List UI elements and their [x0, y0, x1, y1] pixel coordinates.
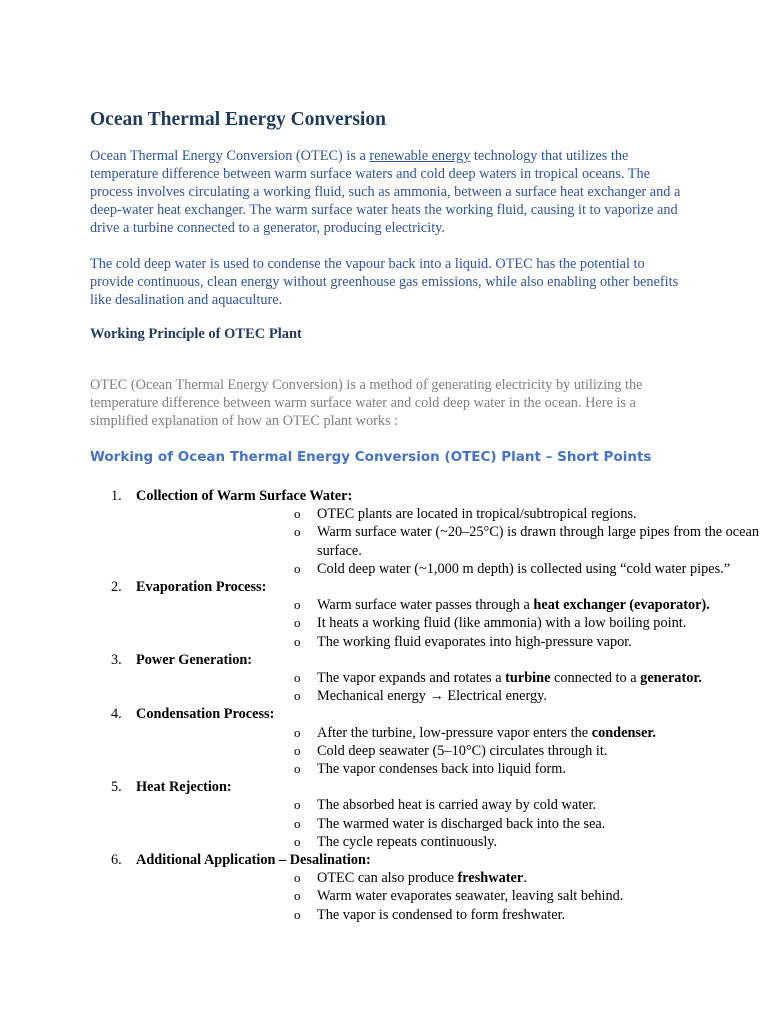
sub-item-bold-term: turbine: [505, 670, 551, 687]
sub-list-item: [136, 742, 768, 760]
bullet-marker: o: [294, 506, 301, 522]
bullet-marker: o: [294, 597, 301, 613]
sub-list-item: [136, 815, 768, 833]
sub-item-text: OTEC plants are located in tropical/subtropical regions.: [317, 506, 637, 523]
bullet-marker: o: [294, 688, 301, 704]
step-number: 2.: [111, 579, 122, 596]
sub-item-text: The vapor expands and rotates a: [317, 670, 506, 687]
sub-item-text: The cycle repeats continuously.: [317, 833, 498, 850]
sub-list-item: [136, 760, 768, 778]
step-item: [0, 851, 768, 924]
sub-list-item: [136, 523, 768, 559]
sub-list-item: [136, 505, 768, 523]
sub-item-text: The warmed water is discharged back into the sea.: [317, 815, 606, 832]
intro-text-end: technology that utilizes the temperature difference between warm surface waters and cold deep waters in tropical oceans. The process involves circulating a working fluid, such as ammonia, between a surface heat exchanger and a deep-water heat exchanger. The warm surface water heats the working fluid, causing it to vaporize and drive a turbine connected to a generator, producing electricity.: [90, 148, 681, 236]
step-sub-list: [136, 596, 768, 651]
step-title: Additional Application – Desalination:: [136, 852, 371, 869]
sub-list-item: [136, 796, 768, 814]
short-points-heading: Working of Ocean Thermal Energy Conversion (OTEC) Plant – Short Points: [90, 449, 652, 465]
step-title: Condensation Process:: [136, 706, 275, 723]
step-sub-list: [136, 869, 768, 924]
sub-list-item: [136, 724, 768, 742]
bullet-marker: o: [294, 615, 301, 631]
step-title: Power Generation:: [136, 651, 253, 668]
bullet-marker: o: [294, 761, 301, 777]
sub-item-bold-term: condenser.: [591, 724, 656, 741]
step-sub-list: [136, 724, 768, 779]
bullet-marker: o: [294, 560, 301, 576]
sub-list-item: [136, 560, 768, 578]
step-number: 6.: [111, 852, 122, 869]
sub-item-text: Cold deep water (~1,000 m depth) is collected using “cold water pipes.”: [317, 560, 731, 577]
sub-item-text: Cold deep seawater (5–10°C) circulates through it.: [317, 742, 608, 759]
step-title: Collection of Warm Surface Water:: [136, 488, 353, 504]
step-number: 5.: [111, 779, 122, 796]
sub-item-text: It heats a working fluid (like ammonia) with a low boiling point.: [317, 615, 687, 632]
bullet-marker: o: [294, 888, 301, 904]
sub-item-text: connected to a: [550, 670, 641, 687]
sub-list-item: [136, 869, 768, 887]
steps-list: [0, 487, 768, 924]
sub-item-text: The vapor condenses back into liquid form.: [317, 761, 566, 778]
sub-list-item: [136, 833, 768, 851]
bullet-marker: o: [294, 670, 301, 686]
sub-item-bold-term: heat exchanger (evaporator).: [533, 597, 710, 614]
sub-item-bold-term: generator.: [640, 670, 702, 687]
step-sub-list: [136, 669, 768, 705]
step-number: 3.: [111, 651, 122, 668]
bullet-marker: o: [294, 742, 301, 758]
step-title: Heat Rejection:: [136, 779, 232, 796]
intro-paragraph: [90, 147, 690, 237]
sub-item-text: The absorbed heat is carried away by cold water.: [317, 797, 597, 814]
renewable-energy-link[interactable]: renewable energy: [369, 148, 471, 164]
otec-explanation-paragraph: OTEC (Ocean Thermal Energy Conversion) is a method of generating electricity by utilizing the temperature difference between warm surface water and cold deep water in the ocean. Here is a simplified explanation of how an OTEC plant works :: [90, 377, 643, 429]
sub-item-text: .: [523, 870, 527, 887]
sub-list-item: [136, 596, 768, 614]
step-item: [0, 651, 768, 706]
sub-item-text: Mechanical energy → Electrical energy.: [317, 688, 547, 705]
step-number: 1.: [111, 488, 122, 504]
sub-item-text: After the turbine, low-pressure vapor enters the: [317, 724, 592, 741]
sub-list-item: [136, 887, 768, 905]
bullet-marker: o: [294, 815, 301, 831]
step-sub-list: [136, 505, 768, 578]
bullet-marker: o: [294, 833, 301, 849]
intro-text-start: Ocean Thermal Energy Conversion (OTEC) is a: [90, 148, 370, 164]
bullet-marker: o: [294, 633, 301, 649]
bullet-marker: o: [294, 906, 301, 922]
step-title: Evaporation Process:: [136, 579, 267, 596]
step-item: [0, 705, 768, 778]
sub-list-item: [136, 906, 768, 924]
step-item: [0, 778, 768, 851]
second-paragraph: The cold deep water is used to condense the vapour back into a liquid. OTEC has the potential to provide continuous, clean energy without greenhouse gas emissions, while also enabling other benefits like desalination and aquaculture.: [90, 256, 679, 308]
sub-list-item: [136, 614, 768, 632]
step-sub-list: [136, 796, 768, 851]
page-title: Ocean Thermal Energy Conversion: [90, 109, 386, 130]
sub-item-text: Warm water evaporates seawater, leaving salt behind.: [317, 888, 624, 905]
sub-item-text: Warm surface water passes through a: [317, 597, 534, 614]
sub-item-text: Warm surface water (~20–25°C) is drawn through large pipes from the ocean surface.: [317, 524, 759, 559]
bullet-marker: o: [294, 724, 301, 740]
sub-item-text: OTEC can also produce: [317, 870, 458, 887]
sub-list-item: [136, 669, 768, 687]
sub-list-item: [136, 633, 768, 651]
sub-item-text: The vapor is condensed to form freshwater.: [317, 906, 566, 923]
sub-item-bold-term: freshwater: [457, 870, 524, 887]
sub-item-text: The working fluid evaporates into high-pressure vapor.: [317, 633, 632, 650]
step-item: [0, 487, 768, 578]
bullet-marker: o: [294, 870, 301, 886]
sub-list-item: [136, 687, 768, 705]
step-number: 4.: [111, 706, 122, 723]
bullet-marker: o: [294, 797, 301, 813]
step-item: [0, 578, 768, 651]
working-principle-heading: Working Principle of OTEC Plant: [90, 326, 302, 342]
bullet-marker: o: [294, 524, 301, 540]
